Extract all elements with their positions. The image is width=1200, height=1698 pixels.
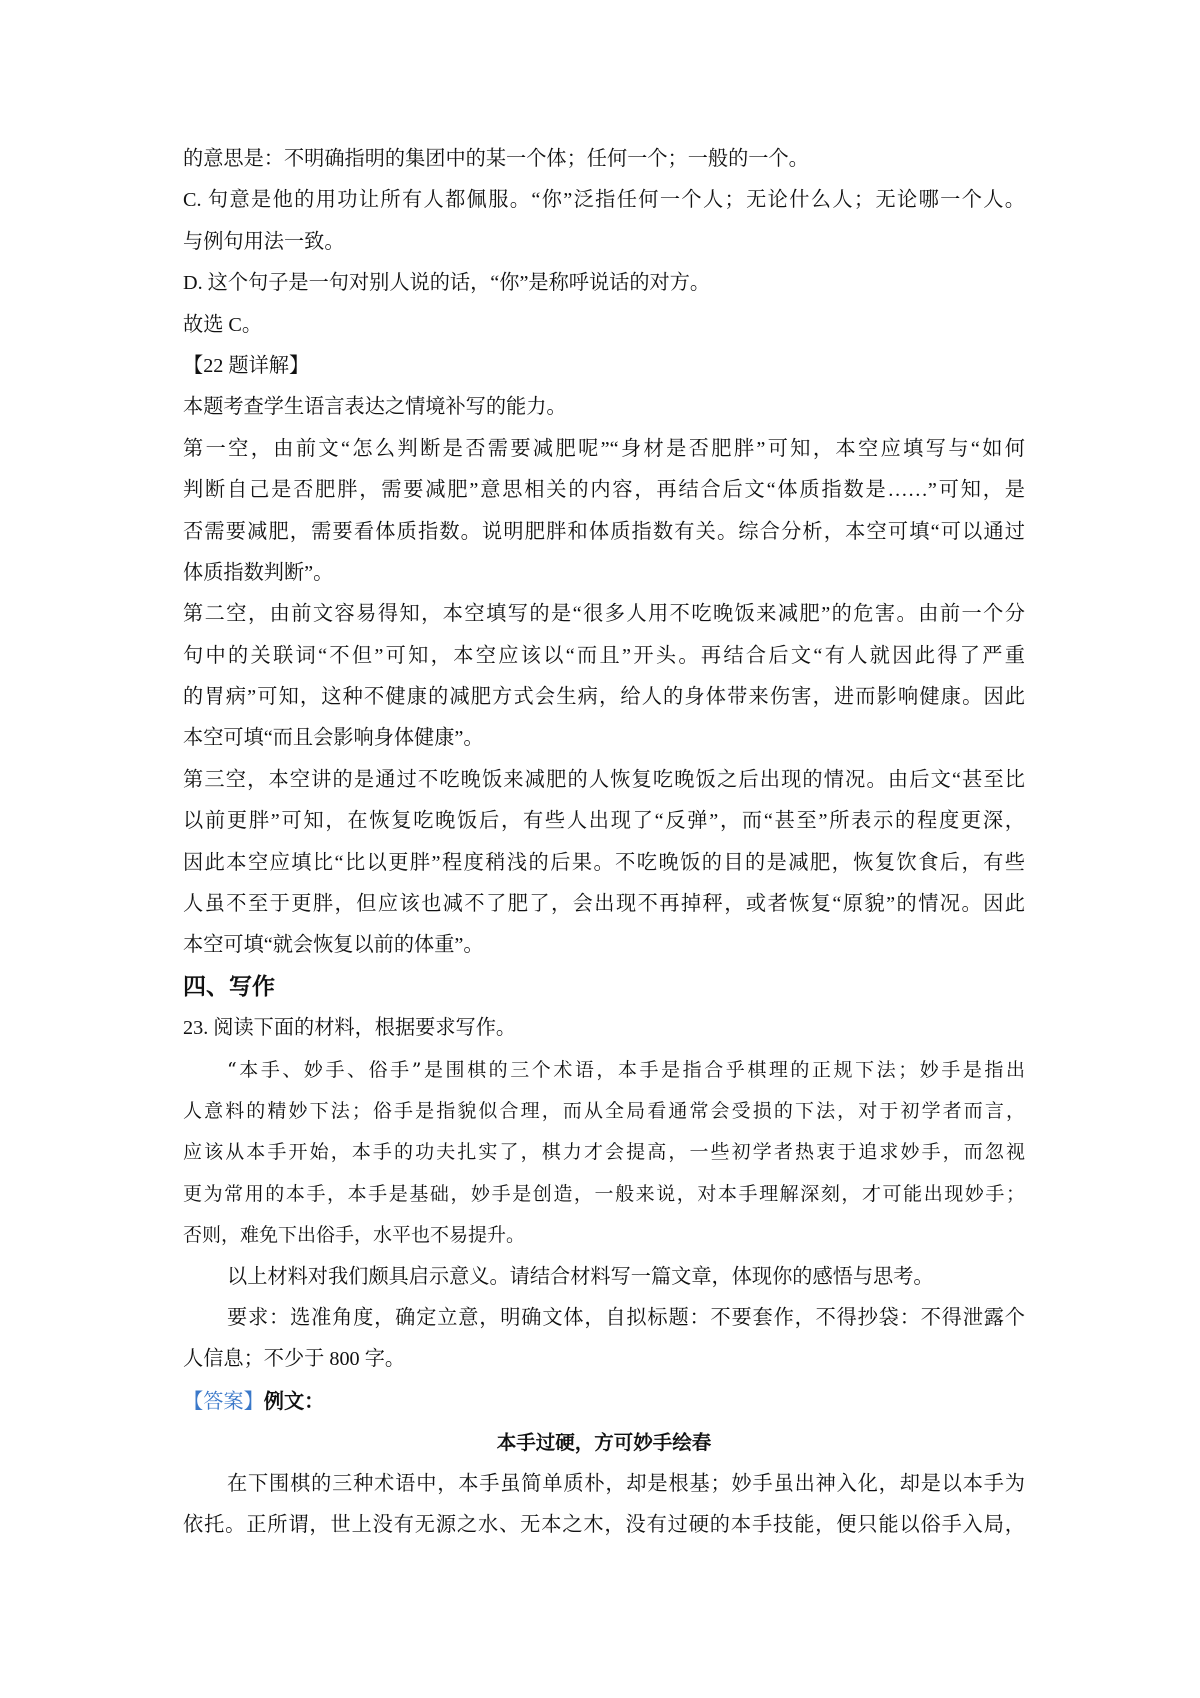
- text-line: 依托。正所谓，世上没有无源之水、无本之木，没有过硬的本手技能，便只能以俗手入局，: [183, 1513, 1025, 1536]
- essay-title: 本手过硬，方可妙手绘春: [496, 1431, 712, 1455]
- document-page: [183, 139, 1025, 1546]
- answer-label: 【答案】: [183, 1390, 264, 1413]
- text-line: D. 这个句子是一句对别人说的话，“你”是称呼说话的对方。: [183, 272, 711, 295]
- text-line: 要求：选准角度，确定立意，明确文体，自拟标题：不要套作，不得抄袋：不得泄露个: [227, 1306, 1025, 1329]
- text-line: 与例句用法一致。: [183, 230, 345, 253]
- material-line: 否则，难免下出俗手，水平也不易提升。: [183, 1224, 526, 1247]
- text-line: 本题考查学生语言表达之情境补写的能力。: [183, 396, 567, 419]
- text-line: 的胃病”可知，这种不健康的减肥方式会生病，给人的身体带来伤害，进而影响健康。因此: [183, 686, 1025, 709]
- text-line: 体质指数判断”。: [183, 561, 334, 584]
- text-line: 否需要减肥，需要看体质指数。说明肥胖和体质指数有关。综合分析，本空可填“可以通过: [183, 520, 1025, 543]
- text-line: 句中的关联词“不但”可知，本空应该以“而且”开头。再结合后文“有人就因此得了严重: [183, 644, 1025, 667]
- text-line: 判断自己是否肥胖，需要减肥”意思相关的内容，再结合后文“体质指数是……”可知，是: [183, 479, 1025, 502]
- text-line: 本空可填“而且会影响身体健康”。: [183, 727, 484, 750]
- text-line: 本空可填“就会恢复以前的体重”。: [183, 934, 484, 957]
- material-line: “本手、妙手、俗手”是围棋的三个术语，本手是指合乎棋理的正规下法；妙手是指出: [227, 1058, 1025, 1081]
- material-line: 人意料的精妙下法；俗手是指貌似合理，而从全局看通常会受损的下法，对于初学者而言，: [183, 1099, 1025, 1122]
- material-line: 应该从本手开始，本手的功夫扎实了，棋力才会提高，一些初学者热衷于追求妙手，而忽视: [183, 1141, 1025, 1164]
- text-line: C. 句意是他的用功让所有人都佩服。“你”泛指任何一个人；无论什么人；无论哪一个人。: [183, 189, 1025, 212]
- question-23: 23. 阅读下面的材料，根据要求写作。: [183, 1017, 517, 1040]
- text-line: 以前更胖”可知，在恢复吃晚饭后，有些人出现了“反弹”，而“甚至”所表示的程度更深，: [183, 810, 1025, 833]
- text-line: 因此本空应填比“比以更胖”程度稍浅的后果。不吃晚饭的目的是减肥，恢复饮食后，有些: [183, 851, 1025, 874]
- text-line: 故选 C。: [183, 313, 263, 336]
- text-line: 第一空，由前文“怎么判断是否需要减肥呢”“身材是否肥胖”可知，本空应填写与“如何: [183, 437, 1025, 460]
- example-label: 例文：: [263, 1388, 325, 1413]
- text-line: 第三空，本空讲的是通过不吃晚饭来减肥的人恢复吃晚饭之后出现的情况。由后文“甚至比: [183, 768, 1025, 791]
- text-line: 在下围棋的三种术语中，本手虽简单质朴，却是根基；妙手虽出神入化，却是以本手为: [227, 1472, 1025, 1495]
- text-line: 人信息；不少于 800 字。: [183, 1348, 406, 1371]
- text-line: 以上材料对我们颇具启示意义。请结合材料写一篇文章，体现你的感悟与思考。: [227, 1265, 934, 1288]
- section-heading-22: 【22 题详解】: [183, 354, 310, 377]
- section-heading-writing: 四、写作: [183, 973, 275, 1000]
- answer-line: [183, 1381, 1025, 1422]
- material-line: 更为常用的本手，本手是基础，妙手是创造，一般来说，对本手理解深刻，才可能出现妙手；: [183, 1182, 1025, 1205]
- text-line: 人虽不至于更胖，但应该也减不了肥了，会出现不再掉秤，或者恢复“原貌”的情况。因此: [183, 893, 1025, 916]
- text-line: 的意思是：不明确指明的集团中的某一个体；任何一个；一般的一个。: [183, 148, 809, 170]
- text-line: 第二空，由前文容易得知，本空填写的是“很多人用不吃晚饭来减肥”的危害。由前一个分: [183, 603, 1025, 626]
